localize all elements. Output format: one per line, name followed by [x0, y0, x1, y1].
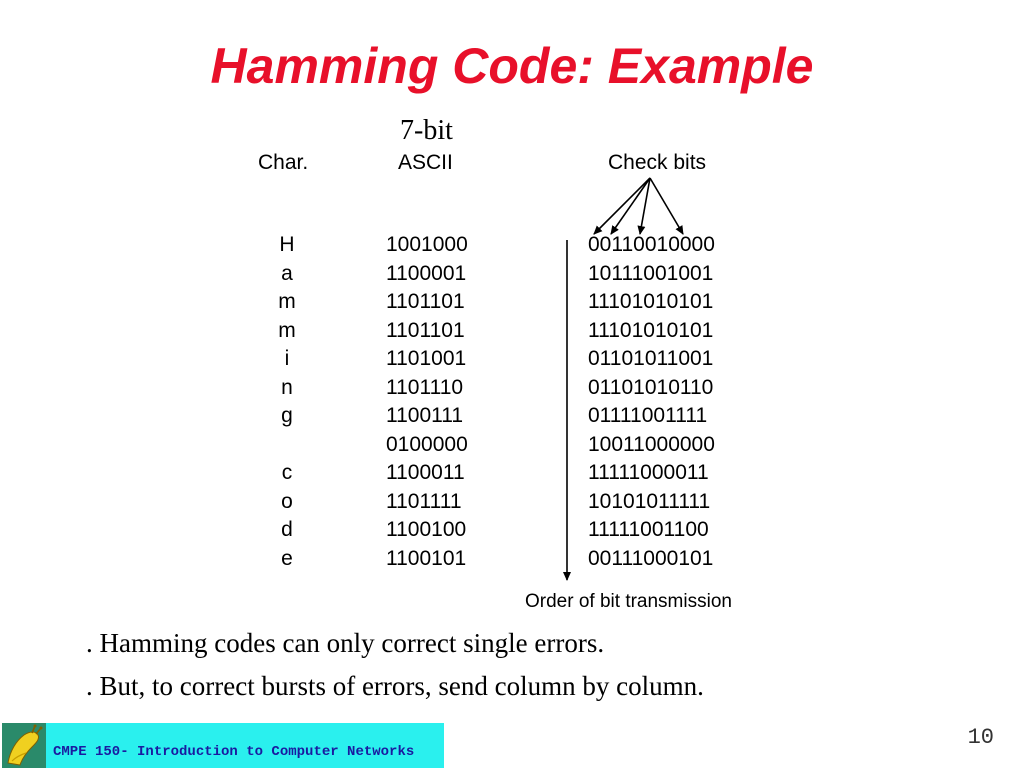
table-row — [0, 402, 1024, 431]
ascii-cell: 1100111 — [386, 404, 464, 427]
check-bits-column-header: Check bits — [608, 151, 707, 174]
char-cell: m — [278, 318, 296, 342]
char-cell: m — [278, 290, 296, 313]
page-number: 10 — [967, 725, 994, 750]
bullet-list — [86, 622, 704, 708]
ascii-cell: 1101111 — [386, 489, 462, 513]
table-row — [0, 288, 1024, 317]
char-cell: n — [281, 375, 293, 399]
transmission-order-label: Order of bit transmission — [525, 591, 732, 612]
check-bits-cell: 00111000101 — [588, 546, 714, 570]
check-bit-arrow-4 — [650, 178, 683, 234]
char-cell: H — [279, 233, 295, 256]
char-cell: i — [284, 347, 290, 370]
char-cell: d — [281, 518, 293, 541]
check-bits-cell: 10011000000 — [588, 432, 715, 456]
ascii-width-label: 7-bit — [400, 115, 453, 146]
table-row — [0, 545, 1024, 574]
table-row — [0, 231, 1024, 260]
check-bits-cell: 10101011111 — [588, 489, 711, 513]
check-bits-cell: 11101010101 — [588, 290, 714, 313]
check-bits-cell: 11101010101 — [588, 318, 714, 342]
ascii-cell: 0100000 — [386, 432, 468, 456]
ascii-cell: 1100011 — [386, 461, 465, 484]
check-bit-pointer-arrows — [594, 178, 683, 234]
table-row — [0, 345, 1024, 374]
table-row — [0, 374, 1024, 403]
ascii-cell: 1101101 — [386, 318, 465, 342]
ascii-cell: 1101001 — [386, 347, 467, 370]
check-bits-cell: 00110010000 — [588, 233, 715, 256]
banana-slug-logo-icon — [2, 723, 46, 768]
ascii-column-header: ASCII — [398, 151, 453, 174]
check-bit-arrow-2 — [611, 178, 650, 234]
char-cell: c — [281, 461, 293, 484]
ascii-cell: 1100100 — [386, 518, 467, 541]
check-bits-cell: 01111001111 — [588, 404, 708, 427]
table-row — [0, 431, 1024, 460]
table-row — [0, 516, 1024, 545]
char-cell: a — [281, 261, 293, 285]
table-row — [0, 459, 1024, 488]
table-row — [0, 317, 1024, 346]
course-name: CMPE 150- Introduction to Computer Networks — [53, 744, 415, 760]
check-bits-cell: 01101011001 — [588, 347, 714, 370]
ascii-cell: 1001000 — [386, 233, 468, 256]
bullet-item: . But, to correct bursts of errors, send column by column. — [86, 671, 704, 701]
bullet-item: . Hamming codes can only correct single errors. — [86, 628, 605, 658]
check-bits-cell: 11111001100 — [588, 518, 709, 541]
char-cell: e — [281, 546, 293, 570]
check-bits-cell: 10111001001 — [588, 261, 714, 285]
ascii-cell: 1101110 — [386, 375, 464, 399]
table-row — [0, 488, 1024, 517]
char-cell: o — [281, 489, 293, 513]
check-bits-cell: 01101010110 — [588, 375, 714, 399]
ascii-cell: 1100101 — [386, 546, 467, 570]
check-bits-cell: 11111000011 — [588, 461, 709, 484]
slide-title: Hamming Code: Example — [210, 38, 814, 94]
ascii-cell: 1100001 — [386, 261, 467, 285]
ascii-cell: 1101101 — [386, 290, 465, 313]
char-cell: g — [281, 404, 293, 427]
table-row — [0, 260, 1024, 289]
char-column-header: Char. — [258, 151, 309, 174]
